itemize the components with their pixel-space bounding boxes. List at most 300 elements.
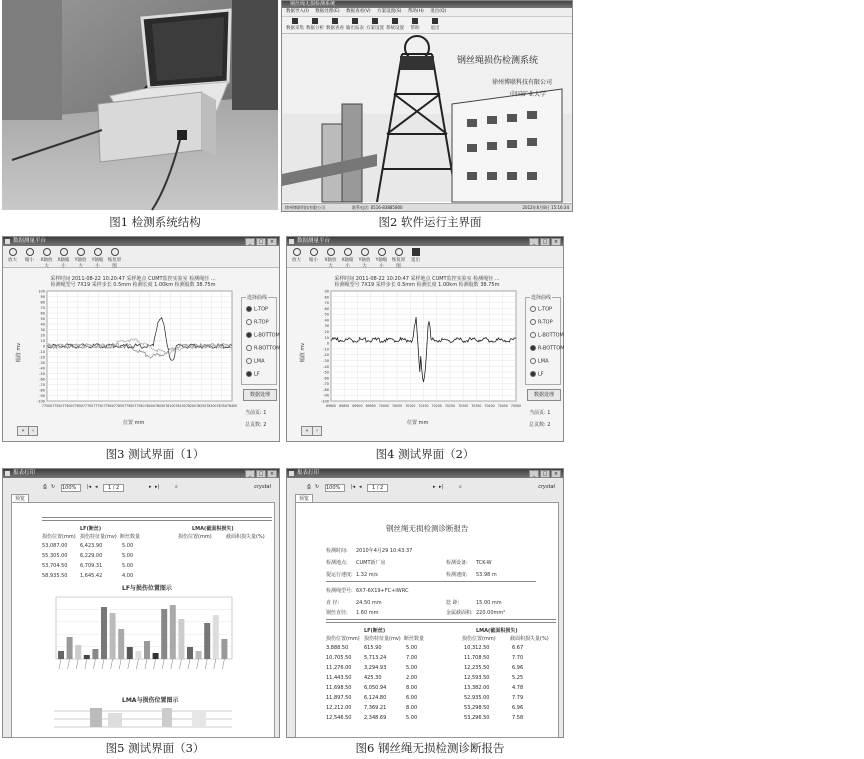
table-cell: 6.00 — [406, 695, 418, 701]
bar — [196, 651, 202, 659]
curve-option-lma[interactable] — [246, 358, 265, 365]
last-page-button[interactable]: ▸| — [439, 484, 444, 490]
label: Y轴放大 — [358, 258, 371, 269]
y-tick-label: 70 — [324, 301, 329, 306]
signal-plot[interactable] — [25, 287, 238, 419]
cell: 6,709.31 — [80, 563, 103, 569]
toolbar-help-button[interactable] — [406, 17, 424, 31]
maximize-button[interactable]: □ — [256, 470, 266, 478]
x-tick-label: 78000 — [144, 404, 155, 408]
x-tick-mark — [188, 659, 190, 669]
checkbox-icon — [530, 332, 536, 338]
maximize-button[interactable]: □ — [540, 238, 550, 246]
label: 数据查看 — [326, 26, 344, 31]
x-tick-label: 78350 — [216, 404, 227, 408]
x-tick-mark — [197, 659, 199, 669]
x-tick-label: 78050 — [154, 404, 166, 408]
meta-label: 直 径: — [326, 600, 340, 606]
curve-option-r-bottom[interactable] — [246, 345, 280, 352]
cell: 55,305.00 — [42, 553, 68, 559]
next-page-button[interactable]: ▸ — [433, 484, 436, 490]
y-tick-label: -40 — [39, 366, 45, 371]
table-row — [42, 543, 133, 549]
main-software-window — [281, 0, 573, 212]
prev-button[interactable]: ‹ — [312, 426, 322, 436]
table-cell: 7.58 — [512, 715, 524, 721]
bar — [204, 623, 210, 659]
minimize-button[interactable]: _ — [245, 470, 255, 478]
menu-item-process[interactable]: 数据处理(E) — [315, 9, 340, 14]
x-zoom-out-button[interactable] — [56, 247, 71, 269]
print-icon[interactable]: ⎙ — [43, 484, 48, 490]
label: LMA — [538, 358, 549, 365]
x-tick-label: 70100 — [405, 404, 416, 408]
report-print-window-2 — [286, 468, 564, 738]
lf-header-feature: 损伤特征量(mv) — [364, 636, 401, 642]
y-tick-label: -60 — [323, 376, 329, 381]
table-row — [42, 573, 133, 579]
label: X轴缩小 — [57, 258, 70, 269]
label: 放大 — [292, 258, 301, 263]
refresh-icon[interactable]: ↻ — [51, 484, 56, 490]
table-cell: 52,935.00 — [464, 695, 490, 701]
x-zoom-out-button[interactable] — [340, 247, 355, 269]
table-cell: 7.70 — [512, 655, 524, 661]
y-tick-label: -30 — [39, 361, 45, 365]
label: R-BOTTOM — [538, 345, 565, 352]
meta-value: 6X7-6X19+FC+IWRC — [356, 588, 409, 594]
x-tick-label: 78400 — [226, 404, 238, 408]
x-tick-label: 70000 — [378, 404, 389, 408]
table-cell: 5.25 — [512, 675, 524, 681]
label: X轴放大 — [40, 258, 53, 269]
x-tick-label: 70400 — [484, 404, 495, 408]
x-tick-mark — [119, 659, 121, 669]
prev-button[interactable]: ‹ — [28, 426, 38, 436]
menu-item-help[interactable]: 帮助(H) — [407, 9, 424, 14]
y-tick-label: -100 — [37, 399, 45, 404]
prev-page-button[interactable]: « — [301, 426, 313, 436]
menu-item-import[interactable]: 数据导入(I) — [286, 9, 309, 14]
bar — [135, 651, 141, 659]
bar — [101, 607, 107, 659]
table-cell: 6.67 — [512, 645, 524, 651]
table-row — [326, 715, 542, 721]
first-page-button[interactable]: |◂ — [351, 484, 356, 490]
toolbar-report-button[interactable] — [346, 17, 364, 31]
meta-value: 220.00mm² — [476, 610, 506, 616]
university-name: 中国矿业大学 — [510, 91, 547, 98]
lma-damage-bar-chart — [42, 705, 242, 735]
x-tick-label: 70200 — [431, 404, 442, 408]
total-pages: 总页数: 2 — [245, 422, 267, 428]
report-print-window-1 — [2, 468, 280, 738]
table-cell: 11,698.50 — [326, 685, 352, 691]
table-cell: 5,713.24 — [364, 655, 387, 661]
checkbox-icon — [530, 306, 536, 312]
test-window-1 — [2, 236, 280, 442]
x-tick-label: 77900 — [124, 404, 135, 408]
x-tick-mark — [93, 659, 95, 669]
chart2-title: LMA与损伤位置图示 — [122, 697, 179, 704]
window-title: 报表打印 — [297, 470, 320, 476]
meta-row — [326, 547, 412, 554]
label: Y轴缩小 — [375, 258, 388, 269]
checkbox-icon — [246, 345, 252, 351]
binoculars-icon[interactable]: ⌕ — [459, 484, 462, 490]
x-axis-label: 位置 mm — [407, 420, 429, 426]
table-cell: 5.00 — [406, 665, 418, 671]
y-tick-label: 90 — [40, 295, 45, 299]
maximize-button[interactable]: □ — [256, 238, 266, 246]
x-tick-label: 77800 — [103, 404, 114, 408]
meta-label: 检测地点: — [326, 560, 348, 566]
window-title: 钢丝绳无损检测系统 — [290, 1, 336, 7]
lma-header-pos: 损伤位置(mm) — [178, 534, 212, 540]
fig4-caption: 图4 测试界面（2） — [375, 447, 475, 461]
label: 恢复原图 — [391, 258, 406, 269]
x-tick-label: 69900 — [352, 404, 363, 408]
plot-toolbar — [3, 246, 279, 268]
label: 数据分析 — [306, 26, 324, 31]
y-tick-label: -100 — [321, 399, 329, 404]
y-tick-label: 100 — [38, 289, 45, 294]
cell: 5.00 — [122, 553, 134, 559]
y-tick-label: -30 — [323, 358, 329, 363]
table-row — [326, 655, 542, 661]
zoom-in-button[interactable] — [5, 247, 20, 263]
prev-page-button[interactable]: ◂ — [359, 484, 362, 490]
curve-option-lf[interactable] — [246, 371, 260, 378]
toolbar-data-analysis-button[interactable] — [306, 17, 324, 31]
zoom-select[interactable]: 100% — [325, 484, 345, 492]
table-row — [42, 563, 133, 569]
table-cell: 11,276.00 — [326, 665, 352, 671]
table-cell: 6,124.80 — [364, 695, 387, 701]
fig6-caption: 图6 钢丝绳无损检测诊断报告 — [355, 741, 505, 755]
viewer-toolbar — [3, 481, 279, 493]
checkbox-icon — [246, 306, 252, 312]
y-tick-label: 40 — [324, 318, 329, 323]
y-tick-label: -20 — [39, 355, 45, 360]
meta-label: 检测速度: — [446, 572, 468, 578]
table-cell: 11,708.50 — [464, 655, 490, 661]
menu-item-view[interactable]: 数据查看(V) — [346, 9, 371, 14]
table-cell: 12,593.50 — [464, 675, 490, 681]
y-tick-label: 40 — [40, 322, 45, 327]
meta-value: TCK-W — [476, 560, 492, 566]
curve-option-l-bottom[interactable] — [530, 332, 564, 339]
curve-option-r-top[interactable] — [246, 319, 269, 326]
x-tick-mark — [222, 659, 224, 669]
label: R-BOTTOM — [254, 345, 281, 352]
test-window-2 — [286, 236, 564, 442]
table-cell: 615.90 — [364, 645, 382, 651]
table-cell: 2,348.69 — [364, 715, 387, 721]
x-tick-mark — [179, 659, 181, 669]
checkbox-icon — [246, 332, 252, 338]
maximize-button[interactable]: □ — [540, 470, 550, 478]
sample-info-line1: 采样时间 2011-08-22 10:20:47 采样地点 CUMT监控实验室 检测绳径 … — [50, 276, 216, 282]
x-zoom-in-button[interactable] — [323, 247, 338, 269]
x-tick-label: 78100 — [165, 404, 176, 408]
x-tick-mark — [76, 659, 78, 669]
report-page — [295, 502, 559, 738]
page-indicator[interactable]: 1 / 2 — [103, 484, 124, 492]
table-row — [326, 685, 542, 691]
toolbar-data-view-button[interactable] — [326, 17, 344, 31]
table-row — [326, 705, 542, 711]
x-tick-label: 77500 — [41, 404, 53, 408]
table-cell: 5.00 — [406, 715, 418, 721]
x-tick-mark — [111, 659, 113, 669]
lf-header-count: 断丝数量 — [404, 636, 425, 642]
close-button[interactable]: × — [551, 470, 561, 478]
zoom-out-button[interactable] — [306, 247, 321, 263]
toolbar-scheme-button[interactable] — [366, 17, 384, 31]
chart-title: LF与损伤位置图示 — [122, 585, 172, 592]
prev-page-button[interactable]: « — [17, 426, 29, 436]
divider — [42, 520, 272, 521]
y-zoom-in-button[interactable] — [357, 247, 372, 269]
table-cell: 12,212.00 — [326, 705, 352, 711]
toolbar-data-acquire-button[interactable] — [286, 17, 304, 31]
data-process-button[interactable]: 数据处理 — [527, 389, 561, 401]
meta-value: 1.32 m/s — [356, 572, 378, 578]
curve-option-lma[interactable] — [530, 358, 549, 365]
menu-item-exit[interactable]: 退出(Q) — [430, 9, 447, 14]
exit-button[interactable] — [408, 247, 423, 263]
curve-option-l-bottom[interactable] — [246, 332, 280, 339]
lma-title: LMA(截面积损失) — [192, 526, 234, 532]
lma-header-pos: 损伤位置(mm) — [462, 636, 496, 642]
title-bar — [3, 237, 279, 246]
title-bar — [3, 469, 279, 478]
bar — [153, 653, 159, 659]
meta-value: 2010年4月29 10:43:37 — [356, 548, 413, 554]
x-tick-label: 77950 — [134, 404, 145, 408]
close-button[interactable]: × — [267, 238, 277, 246]
x-tick-label: 70150 — [418, 404, 429, 408]
zoom-select[interactable]: 100% — [61, 484, 81, 492]
binoculars-icon[interactable]: ⌕ — [175, 484, 178, 490]
label: LMA — [254, 358, 265, 365]
meta-row — [326, 599, 502, 606]
curve-option-l-top[interactable] — [530, 306, 552, 313]
current-page: 当前页: 1 — [529, 410, 551, 416]
cell: 58,935.50 — [42, 573, 68, 579]
meta-value: 1.60 mm — [356, 610, 379, 616]
meta-value: 24.50 mm — [356, 600, 382, 606]
menu-item-settings[interactable]: 方案设置(S) — [377, 9, 402, 14]
last-page-button[interactable]: ▸| — [155, 484, 160, 490]
preview-tab[interactable]: 预览 — [11, 494, 29, 502]
table-row — [42, 553, 133, 559]
label: L-BOTTOM — [254, 332, 280, 339]
curve-option-r-top[interactable] — [530, 319, 553, 326]
y-tick-label: 30 — [40, 328, 45, 332]
preview-tab[interactable]: 预览 — [295, 494, 313, 502]
x-tick-mark — [102, 659, 104, 669]
window-title: 数据测量平台 — [13, 238, 47, 244]
x-tick-mark — [171, 659, 173, 669]
fig5-caption: 图5 测试界面（3） — [105, 741, 205, 755]
y-tick-label: -90 — [323, 393, 329, 398]
checkbox-icon — [530, 358, 536, 364]
page-indicator[interactable]: 1 / 2 — [367, 484, 388, 492]
toolbar-system-button[interactable] — [386, 17, 404, 31]
x-tick-label: 78200 — [185, 404, 196, 408]
y-tick-label: 70 — [40, 306, 45, 310]
meta-value: 53.98 m — [476, 572, 497, 578]
table-cell: 13,382.00 — [464, 685, 490, 691]
y-zoom-in-button[interactable] — [73, 247, 88, 269]
zoom-in-button[interactable] — [289, 247, 304, 263]
meta-label: 检测时间: — [326, 548, 348, 554]
x-tick-label: 78250 — [196, 404, 207, 408]
table-row — [326, 645, 542, 651]
bar — [92, 649, 98, 659]
print-icon[interactable]: ⎙ — [307, 484, 312, 490]
x-tick-mark — [162, 659, 164, 669]
next-page-button[interactable]: ▸ — [149, 484, 152, 490]
label: 缩小 — [25, 258, 34, 263]
bar — [67, 637, 73, 659]
label: R-TOP — [538, 319, 553, 326]
y-tick-label: -40 — [323, 364, 329, 369]
y-zoom-out-button[interactable] — [90, 247, 105, 269]
status-company: 徐州博联科技有限公司 — [285, 205, 325, 210]
table-cell: 6.96 — [512, 705, 524, 711]
status-bar — [282, 203, 572, 211]
x-tick-label: 70050 — [392, 404, 403, 408]
label: 恢复原图 — [107, 258, 122, 269]
lf-header-feature: 损伤特征量(mv) — [80, 534, 117, 540]
current-page: 当前页: 1 — [245, 410, 267, 416]
meta-label: 提运行速度: — [326, 572, 353, 578]
curve-option-l-top[interactable] — [246, 306, 268, 313]
y-tick-label: 20 — [40, 333, 45, 338]
label: 方案设置 — [366, 26, 384, 31]
banner-title: 钢丝绳损伤检测系统 — [457, 56, 539, 66]
refresh-icon[interactable]: ↻ — [315, 484, 320, 490]
curve-select-group — [241, 295, 281, 385]
bar — [213, 615, 219, 659]
table-cell: 10,312.50 — [464, 645, 490, 651]
cell: 4.00 — [122, 573, 134, 579]
status-clock: 2012年6月8日 15:16:34 — [522, 205, 569, 210]
minimize-button[interactable]: _ — [529, 470, 539, 478]
photo-system-structure — [2, 0, 278, 210]
table-cell: 53,296.50 — [464, 715, 490, 721]
close-button[interactable]: × — [551, 238, 561, 246]
table-cell: 11,443.50 — [326, 675, 352, 681]
label: Y轴放大 — [74, 258, 87, 269]
table-cell: 53,298.50 — [464, 705, 490, 711]
photo-laptop-detector — [2, 0, 278, 210]
bar — [118, 629, 124, 659]
data-process-button[interactable]: 数据处理 — [243, 389, 277, 401]
cell: 1,645.42 — [80, 573, 103, 579]
lf-header-pos: 损伤位置(mm) — [42, 534, 76, 540]
curve-option-lf[interactable] — [530, 371, 544, 378]
x-tick-mark — [136, 659, 138, 669]
label: L-TOP — [254, 306, 269, 313]
table-cell: 8.00 — [406, 705, 418, 711]
curve-select-title: 选择曲线 — [531, 295, 552, 301]
divider — [42, 517, 272, 518]
lma-header-loss: 截面积损失量(%) — [226, 534, 265, 540]
toolbar-exit-button[interactable] — [426, 17, 444, 31]
main-toolbar — [282, 17, 572, 34]
minimize-button[interactable]: _ — [529, 238, 539, 246]
x-tick-mark — [68, 659, 70, 669]
table-row — [326, 675, 542, 681]
table-cell: 11,897.50 — [326, 695, 352, 701]
bar — [58, 651, 64, 659]
divider — [326, 619, 556, 620]
x-tick-label: 70300 — [458, 404, 469, 408]
y-tick-label: -70 — [39, 383, 45, 387]
curve-option-r-bottom[interactable] — [530, 345, 564, 352]
x-zoom-in-button[interactable] — [39, 247, 54, 269]
checkbox-icon — [530, 319, 536, 325]
y-tick-label: -80 — [39, 388, 45, 393]
fig1-caption: 图1 检测系统结构 — [109, 215, 201, 229]
y-axis-label: 幅值 mv — [300, 342, 307, 363]
meta-label: 金属截面积: — [446, 610, 473, 616]
signal-plot[interactable] — [309, 287, 522, 419]
zoom-out-button[interactable] — [22, 247, 37, 263]
divider — [326, 581, 536, 582]
table-row — [326, 665, 542, 671]
divider — [326, 622, 556, 623]
x-tick-mark — [85, 659, 87, 669]
y-tick-label: -60 — [39, 377, 45, 382]
meta-value: CUMT新厂房 — [356, 560, 386, 566]
lma-title: LMA(截面积损失) — [476, 628, 518, 634]
window-title: 报表打印 — [13, 470, 36, 476]
restore-view-button[interactable] — [391, 247, 406, 269]
table-cell: 3,294.93 — [364, 665, 387, 671]
status-phone: 联系电话: 0516-83885800 — [352, 205, 403, 210]
minimize-button[interactable]: _ — [245, 238, 255, 246]
report-title: 钢丝绳无损检测诊断报告 — [386, 524, 469, 533]
y-tick-label: 0 — [326, 341, 329, 346]
restore-view-button[interactable] — [107, 247, 122, 269]
y-tick-label: -90 — [39, 394, 45, 398]
label: X轴缩小 — [341, 258, 354, 269]
y-tick-label: 20 — [324, 330, 329, 335]
y-axis-label: 幅值 mv — [16, 342, 23, 363]
close-button[interactable]: × — [267, 470, 277, 478]
bar — [75, 645, 81, 659]
prev-page-button[interactable]: ◂ — [95, 484, 98, 490]
x-axis-label: 位置 mm — [123, 420, 145, 426]
first-page-button[interactable]: |◂ — [87, 484, 92, 490]
cell: 53,087.00 — [42, 543, 68, 549]
report-page — [11, 502, 275, 738]
crystal-brand: crystal — [254, 484, 271, 490]
x-tick-label: 77650 — [72, 404, 83, 408]
x-tick-label: 78150 — [175, 404, 186, 408]
label: LF — [254, 371, 260, 378]
label: 帮助 — [410, 26, 420, 31]
bar — [161, 609, 167, 659]
table-cell: 7.79 — [512, 695, 524, 701]
y-zoom-out-button[interactable] — [374, 247, 389, 269]
x-tick-mark — [205, 659, 207, 669]
